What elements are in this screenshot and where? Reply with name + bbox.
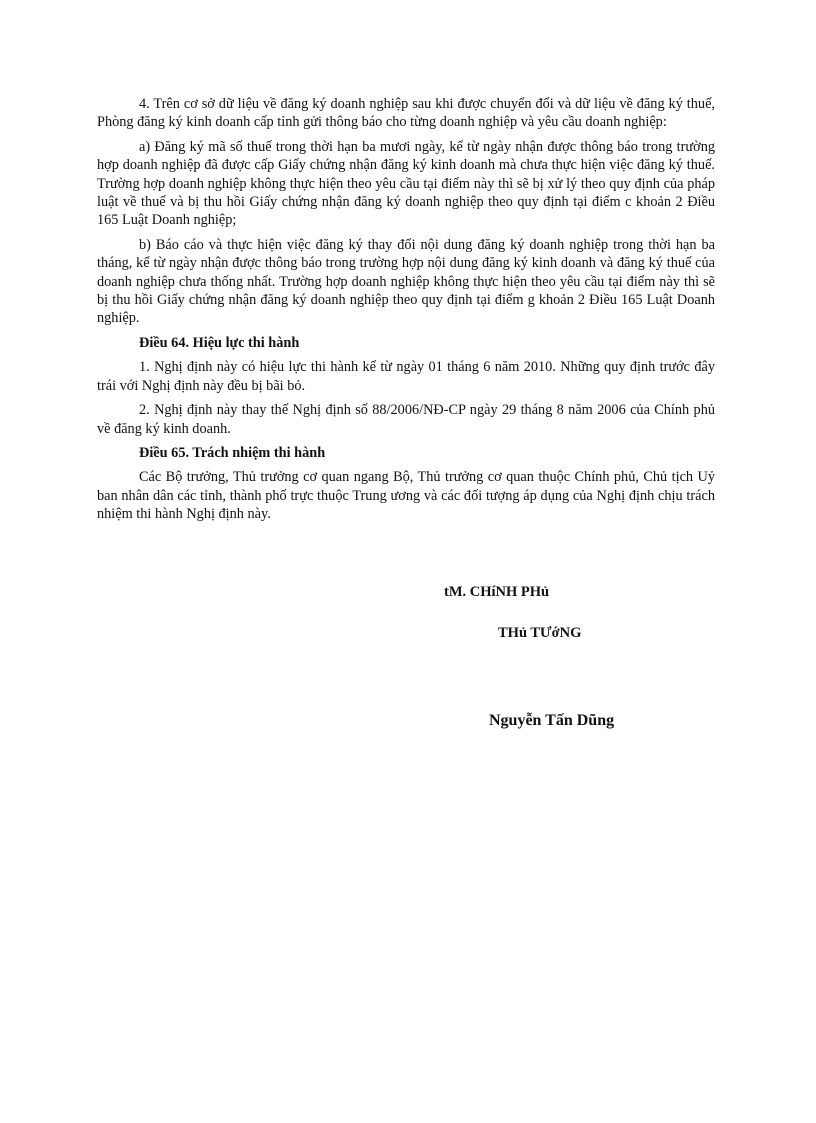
article-64-heading: Điều 64. Hiệu lực thi hành [139, 334, 300, 351]
paragraph-clause-4: 4. Trên cơ sở dữ liệu về đăng ký doanh nghiệp sau khi được chuyển đổi và dữ liệu về đăng ký thuế, Phòng đăng ký kinh doanh cấp tỉnh gửi thông báo cho từng doanh nghiệp và yêu cầu doanh nghiệp: [97, 96, 715, 131]
article-65-heading: Điều 65. Trách nhiệm thi hành [139, 444, 326, 461]
article-65-paragraph-1: Các Bộ trưởng, Thủ trưởng cơ quan ngang Bộ, Thủ trưởng cơ quan thuộc Chính phủ, Chủ tịch Uỷ ban nhân dân các tỉnh, thành phố trực thuộc Trung ương và các đối tượng áp dụng của Nghị định chịu trách nhiệm thi hành Nghị định này. [97, 469, 715, 523]
signature-title: THủ TƯớNG [498, 625, 582, 641]
article-64-paragraph-1: 1. Nghị định này có hiệu lực thi hành kể từ ngày 01 tháng 6 năm 2010. Những quy định trước đây trái với Nghị định này đều bị bãi bỏ. [97, 359, 715, 394]
article-64-paragraph-2: 2. Nghị định này thay thế Nghị định số 88/2006/NĐ-CP ngày 29 tháng 8 năm 2006 của Chính phủ về đăng ký kinh doanh. [97, 402, 715, 437]
signatory-name: Nguyễn Tấn Dũng [489, 712, 615, 729]
document-body [97, 95, 715, 530]
signature-organization: tM. CHíNH PHủ [444, 584, 550, 600]
paragraph-clause-4a: a) Đăng ký mã số thuế trong thời hạn ba mươi ngày, kể từ ngày nhận được thông báo trong trường hợp doanh nghiệp đã được cấp Giấy chứng nhận đăng ký kinh doanh mà chưa thực hiện việc đăng ký thuế. Trường hợp doanh nghiệp không thực hiện theo yêu cầu tại điểm này thì sẽ bị xử lý theo quy định của pháp luật về thuế và bị thu hồi Giấy chứng nhận đăng ký doanh nghiệp theo quy định tại điểm c khoản 2 Điều 165 Luật Doanh nghiệp; [97, 138, 715, 229]
paragraph-clause-4b: b) Báo cáo và thực hiện việc đăng ký thay đổi nội dung đăng ký doanh nghiệp trong thời hạn ba tháng, kể từ ngày nhận được thông báo trong trường hợp nội dung đăng ký kinh doanh và đăng ký thuế của doanh nghiệp chưa thống nhất. Trường hợp doanh nghiệp không thực hiện theo yêu cầu tại điểm này thì sẽ bị thu hồi Giấy chứng nhận đăng ký doanh nghiệp theo quy định tại điểm g khoản 2 Điều 165 Luật Doanh nghiệp. [97, 236, 715, 327]
